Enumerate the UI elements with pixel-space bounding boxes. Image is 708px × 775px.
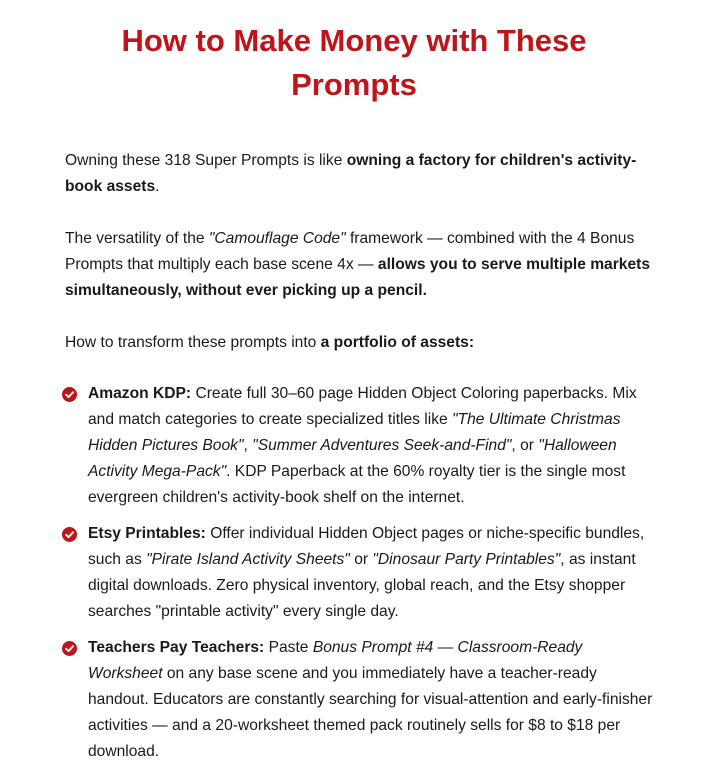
- page-title-line-2: Prompts: [291, 67, 417, 102]
- book-title-christmas: "The Ultimate Christmas Hidden Pictures Book": [88, 411, 621, 454]
- intro-period: .: [155, 178, 160, 195]
- list-item-text: Offer individual Hidden Object pages or niche-specific bundles, such as: [88, 525, 645, 568]
- check-circle-icon: [62, 641, 77, 656]
- intro-emphasis: owning a factory for children's activity-book assets: [65, 152, 637, 195]
- transform-emphasis: a portfolio of assets:: [320, 334, 475, 351]
- list-item-title: Etsy Printables:: [88, 525, 206, 542]
- list-item-title: Amazon KDP:: [88, 385, 192, 402]
- bonus-prompt-name: Bonus Prompt #4 — Classroom-Ready Worksheet: [88, 639, 583, 682]
- list-item-etsy-printables: [60, 521, 655, 625]
- list-item-text: Paste: [264, 639, 313, 656]
- page-title: [0, 19, 708, 107]
- list-item-title: Teachers Pay Teachers:: [88, 639, 265, 656]
- intro-paragraph: [65, 148, 650, 200]
- list-item-text: or: [349, 551, 373, 568]
- versatility-text-2: framework — combined with the 4 Bonus Prompts that multiply each base scene 4x —: [65, 230, 635, 273]
- transform-text: How to transform these prompts into: [65, 334, 321, 351]
- book-title-summer: "Summer Adventures Seek-and-Find": [252, 437, 512, 454]
- list-item-amazon-kdp: [60, 381, 655, 511]
- intro-text: Owning these 318 Super Prompts is like: [65, 152, 347, 169]
- check-circle-icon: [62, 527, 77, 542]
- versatility-paragraph: [65, 226, 650, 304]
- list-item-text: , or: [511, 437, 539, 454]
- check-circle-icon: [62, 387, 77, 402]
- list-item-text: ,: [243, 437, 253, 454]
- list-item-text: Create full 30–60 page Hidden Object Coloring paperbacks. Mix and match categories to create specialized titles like: [88, 385, 637, 428]
- list-item-text: on any base scene and you immediately have a teacher-ready handout. Educators are constantly searching for visual-attention and early-finisher activities — and a 20-worksheet themed pack routinely sells for $8 to $18 per download.: [88, 665, 653, 760]
- money-methods-list: [60, 381, 655, 775]
- book-title-halloween: "Halloween Activity Mega-Pack": [88, 437, 617, 480]
- list-item-text: , as instant digital downloads. Zero physical inventory, global reach, and the Etsy shopper searches "printable activity" every single day.: [88, 551, 636, 620]
- transform-paragraph: [65, 330, 650, 356]
- list-item-text: . KDP Paperback at the 60% royalty tier is the single most evergreen children's activity-book shelf on the internet.: [88, 463, 626, 506]
- versatility-emphasis: allows you to serve multiple markets simultaneously, without ever picking up a pencil.: [65, 256, 651, 299]
- bundle-title-pirate: "Pirate Island Activity Sheets": [146, 551, 350, 568]
- versatility-text-1: The versatility of the: [65, 230, 209, 247]
- page-title-line-1: How to Make Money with These: [121, 23, 587, 58]
- framework-name: "Camouflage Code": [208, 230, 346, 247]
- list-item-teachers-pay-teachers: [60, 635, 655, 765]
- bundle-title-dinosaur: "Dinosaur Party Printables": [372, 551, 561, 568]
